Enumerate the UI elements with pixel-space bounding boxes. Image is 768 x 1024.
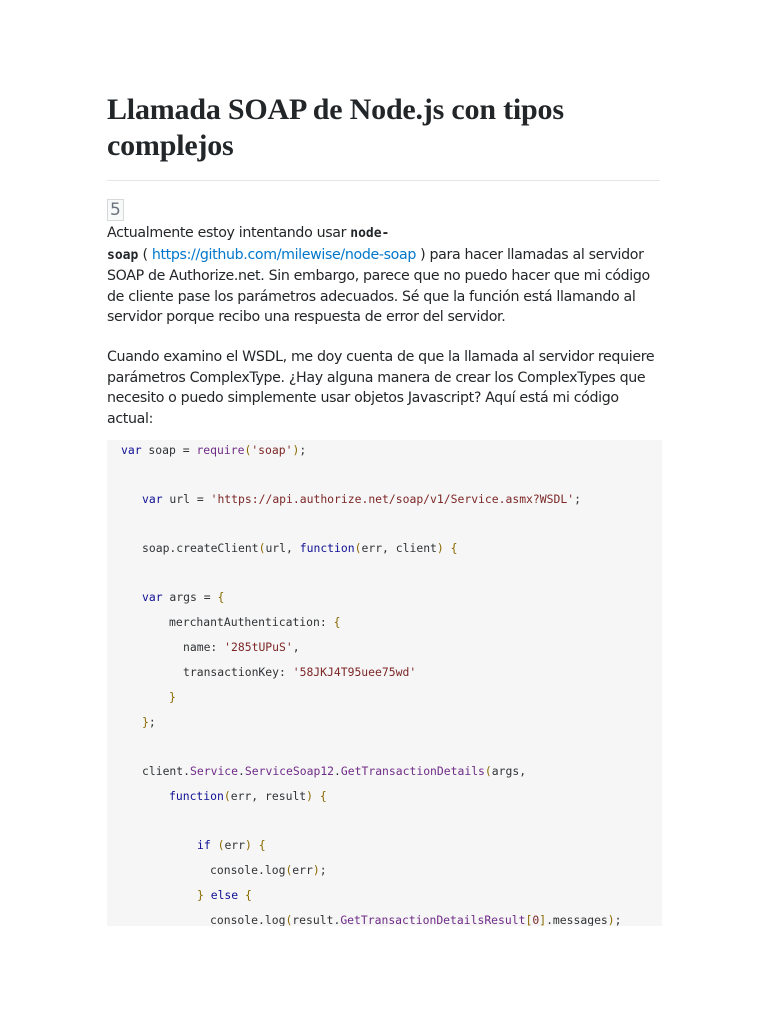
paragraph-1-intro: Actualmente estoy intentando usar [107, 225, 351, 241]
vote-count: 5 [107, 199, 124, 221]
code-line: console.log(err); [210, 863, 327, 878]
code-line: }; [142, 715, 156, 730]
code-line: } [169, 690, 176, 705]
node-soap-link[interactable]: https://github.com/milewise/node-soap [151, 246, 416, 263]
question-paragraph-1 [107, 223, 660, 328]
question-title: Llamada SOAP de Node.js con tipos complejos [107, 93, 564, 162]
code-line: soap.createClient(url, function(err, client) { [142, 541, 458, 556]
code-block [107, 440, 662, 926]
package-name-part-1: node- [350, 226, 390, 241]
title-divider [107, 180, 660, 181]
code-line: var url = 'https://api.authorize.net/soap/v1/Service.asmx?WSDL'; [142, 492, 581, 507]
code-line: var soap = require('soap'); [121, 443, 307, 458]
code-line: function(err, result) { [169, 789, 327, 804]
question-page [107, 92, 660, 926]
code-line: name: '285tUPuS', [183, 640, 300, 655]
code-line: client.Service.ServiceSoap12.GetTransactionDetails(args, [142, 764, 527, 779]
code-line: var args = { [142, 590, 225, 605]
question-paragraph-2: Cuando examino el WSDL, me doy cuenta de que la llamada al servidor requiere parámetros ComplexType. ¿Hay alguna manera de crear los ComplexTypes que necesito o puedo simplemente usar objetos Javascript? Aquí está mi código actual: [107, 348, 655, 427]
package-name-part-2: soap [107, 247, 139, 263]
code-line: console.log(result.GetTransactionDetailsResult[0].messages); [210, 913, 622, 927]
code-line: merchantAuthentication: { [169, 615, 341, 630]
paragraph-1-rest: ) para hacer llamadas al servidor SOAP de Authorize.net. Sin embargo, parece que no puedo hacer que mi código de cliente pase los parámetros adecuados. Sé que la función está llamando al servidor porque recibo una respuesta de error del servidor. [107, 246, 650, 326]
code-line: } else { [197, 888, 252, 903]
code-line: if (err) { [197, 838, 266, 853]
open-paren: ( [138, 246, 152, 263]
code-line: transactionKey: '58JKJ4T95uee75wd' [183, 665, 417, 680]
